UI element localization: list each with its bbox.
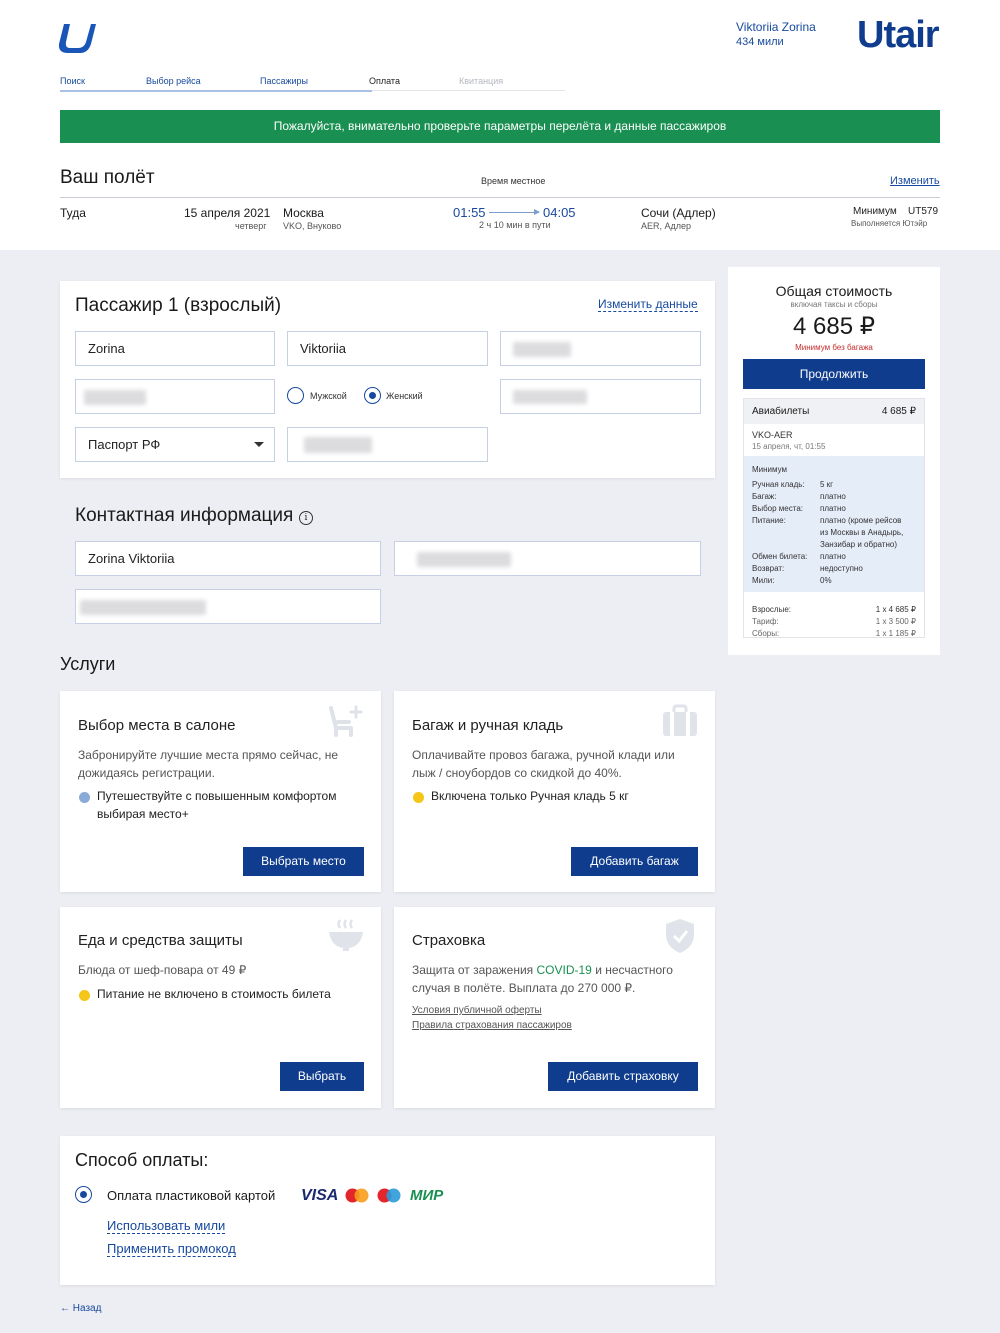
food-text: Блюда от шеф-повара от 49 ₽ (78, 963, 247, 977)
maestro-icon (377, 1188, 401, 1203)
warning-dot-icon (79, 990, 90, 1001)
choose-food-button[interactable]: Выбрать (280, 1062, 364, 1091)
add-insurance-button[interactable]: Добавить страховку (548, 1062, 698, 1091)
gender-female-label: Женский (386, 391, 423, 401)
baggage-text-2: лыж / сноубордов со скидкой до 40%. (412, 766, 622, 780)
fees-value: 1 x 1 185 ₽ (875, 629, 916, 638)
edit-passenger-link[interactable]: Изменить данные (598, 297, 698, 311)
seat-note-2: выбирая место+ (97, 807, 189, 821)
seat-text-1: Забронируйте лучшие места прямо сейчас, не (78, 748, 339, 762)
continue-button[interactable]: Продолжить (743, 359, 925, 389)
gender-male-label: Мужской (310, 391, 347, 401)
info-icon[interactable]: i (299, 511, 313, 525)
summary-details (743, 398, 925, 638)
redacted-value (513, 390, 587, 404)
baggage-text-1: Оплачивайте провоз багажа, ручной клади или (412, 748, 675, 762)
summary-subtitle: включая таксы и сборы (790, 300, 878, 309)
mastercard-icon (345, 1188, 369, 1203)
cond-label: Выбор места: (752, 504, 803, 513)
user-name[interactable]: Viktoriia Zorina (736, 20, 816, 34)
passenger-title: Пассажир 1 (взрослый) (75, 295, 282, 316)
cond-value: Занзибар и обратно) (820, 540, 897, 549)
flight-duration: 2 ч 10 мин в пути (479, 220, 551, 230)
public-offer-link[interactable]: Условия публичной оферты (412, 1005, 542, 1016)
step-receipt: Квитанция (459, 76, 504, 86)
card-payment-radio[interactable] (75, 1186, 92, 1203)
cond-label: Багаж: (752, 492, 777, 501)
fare-conditions (744, 456, 924, 592)
route-date: 15 апреля, чт, 01:55 (752, 442, 826, 451)
redacted-value (304, 437, 372, 453)
cond-label: Обмен билета: (752, 552, 808, 561)
adults-value: 1 x 4 685 ₽ (875, 605, 916, 614)
info-dot-icon (79, 792, 90, 803)
insurance-text-post: и несчастного (591, 963, 673, 977)
divider (60, 197, 940, 198)
seat-title: Выбор места в салоне (78, 717, 236, 734)
fare-name: Минимум (853, 206, 897, 217)
warning-dot-icon (413, 792, 424, 803)
flight-arrow-icon (489, 212, 539, 213)
cond-label: Питание: (752, 516, 786, 525)
flight-weekday: четверг (235, 221, 267, 231)
tickets-label: Авиабилеты (752, 406, 810, 417)
add-baggage-button[interactable]: Добавить багаж (571, 847, 698, 876)
cond-label: Мили: (752, 576, 775, 585)
cond-value: 0% (820, 576, 832, 585)
route: VKO-AER (752, 430, 793, 440)
cond-value: 5 кг (820, 480, 834, 489)
steps-progress (60, 90, 372, 92)
notice-banner: Пожалуйста, внимательно проверьте параметры перелёта и данные пассажиров (60, 110, 940, 143)
utair-logo-icon[interactable] (58, 20, 98, 56)
change-flight-link[interactable]: Изменить (890, 175, 940, 187)
birth-date-field[interactable] (75, 379, 275, 414)
baggage-note: Включена только Ручная кладь 5 кг (431, 789, 629, 803)
to-airport: AER, Адлер (641, 221, 692, 231)
from-city: Москва (283, 206, 324, 220)
cond-value: платно (820, 552, 846, 561)
redacted-value (80, 600, 206, 615)
tickets-row (744, 399, 924, 424)
contact-phone-field[interactable] (394, 541, 701, 576)
fees-label: Сборы: (752, 629, 780, 638)
services-title: Услуги (60, 654, 116, 674)
use-miles-link[interactable]: Использовать мили (107, 1218, 226, 1233)
from-airport: VKO, Внуково (283, 221, 342, 231)
arrival-time: 04:05 (543, 205, 576, 220)
tickets-value: 4 685 ₽ (881, 406, 916, 417)
to-city: Сочи (Адлер) (641, 206, 716, 220)
local-time-note: Время местное (481, 176, 546, 186)
user-info[interactable] (736, 20, 816, 50)
seat-text-2: дожидаясь регистрации. (78, 766, 215, 780)
redacted-value (84, 390, 146, 405)
step-flight[interactable]: Выбор рейса (146, 76, 201, 86)
contact-name-field[interactable]: Zorina Viktoriia (75, 541, 381, 576)
step-search[interactable]: Поиск (60, 76, 85, 86)
card-payment-label[interactable]: Оплата пластиковой картой (107, 1188, 276, 1203)
insurance-text-2: случая в полёте. Выплата до 270 000 ₽. (412, 981, 636, 995)
cond-value: платно (820, 492, 846, 501)
food-note: Питание не включено в стоимость билета (97, 987, 331, 1001)
last-name-field[interactable]: Zorina (75, 331, 275, 366)
booking-steps (60, 76, 505, 94)
seat-plus-icon (327, 704, 365, 738)
flight-title: Ваш полёт (60, 167, 155, 188)
total-price: 4 685 ₽ (793, 313, 875, 340)
brand-logo[interactable]: Utair (857, 14, 939, 56)
food-bowl-icon (327, 918, 365, 954)
insurance-title: Страховка (412, 932, 486, 949)
flight-number: UT579 (908, 206, 939, 217)
redacted-value (513, 342, 571, 357)
cond-value: недоступно (820, 564, 863, 573)
seat-note-1: Путешествуйте с повышенным комфортом (97, 789, 337, 803)
cond-value: платно (кроме рейсов (820, 516, 902, 525)
contact-email-field[interactable] (75, 589, 381, 624)
summary-warning: Минимум без багажа (795, 343, 873, 352)
adults-label: Взрослые: (752, 605, 791, 614)
insurance-text-1 (412, 961, 673, 979)
document-number-field[interactable] (287, 427, 488, 462)
chevron-down-icon (254, 442, 264, 447)
insurance-text-pre: Защита от заражения (412, 963, 537, 977)
back-link[interactable]: ← Назад (60, 1303, 102, 1314)
fare-name: Минимум (752, 465, 788, 474)
steps-track (372, 90, 565, 91)
first-name-field[interactable]: Viktoriia (287, 331, 488, 366)
mir-icon: МИР (410, 1187, 444, 1204)
food-title: Еда и средства защиты (78, 932, 243, 949)
step-payment: Оплата (369, 76, 400, 86)
document-type-select[interactable]: Паспорт РФ (75, 427, 275, 462)
cond-label: Возврат: (752, 564, 785, 573)
tariff-label: Тариф: (752, 617, 779, 626)
tariff-value: 1 x 3 500 ₽ (875, 617, 916, 626)
visa-icon: VISA (301, 1187, 339, 1204)
contact-title: Контактная информация (75, 505, 294, 526)
cond-label: Ручная кладь: (752, 480, 805, 489)
summary-title: Общая стоимость (775, 283, 893, 299)
gender-female-radio[interactable] (364, 387, 381, 404)
gender-male-radio[interactable] (287, 387, 304, 404)
flight-operator: Выполняется Ютэйр (851, 219, 928, 228)
baggage-title: Багаж и ручная кладь (412, 717, 564, 734)
suitcase-icon (661, 704, 699, 738)
payment-title: Способ оплаты: (75, 1150, 209, 1170)
insurance-rules-link[interactable]: Правила страхования пассажиров (412, 1020, 572, 1031)
step-passengers[interactable]: Пассажиры (260, 76, 309, 86)
cond-value: из Москвы в Анадырь, (820, 528, 904, 537)
citizenship-field[interactable] (500, 379, 701, 414)
shield-check-icon (664, 918, 696, 954)
cond-value: платно (820, 504, 846, 513)
price-summary (728, 267, 940, 655)
covid-highlight: COVID-19 (536, 963, 592, 977)
middle-name-field[interactable] (500, 331, 701, 366)
user-miles: 434 мили (736, 36, 784, 48)
promo-code-link[interactable]: Применить промокод (107, 1241, 236, 1256)
choose-seat-button[interactable]: Выбрать место (243, 847, 364, 876)
flight-date: 15 апреля 2021 (184, 206, 271, 220)
redacted-value (417, 552, 511, 567)
departure-time: 01:55 (453, 205, 486, 220)
flight-direction: Туда (60, 206, 86, 220)
